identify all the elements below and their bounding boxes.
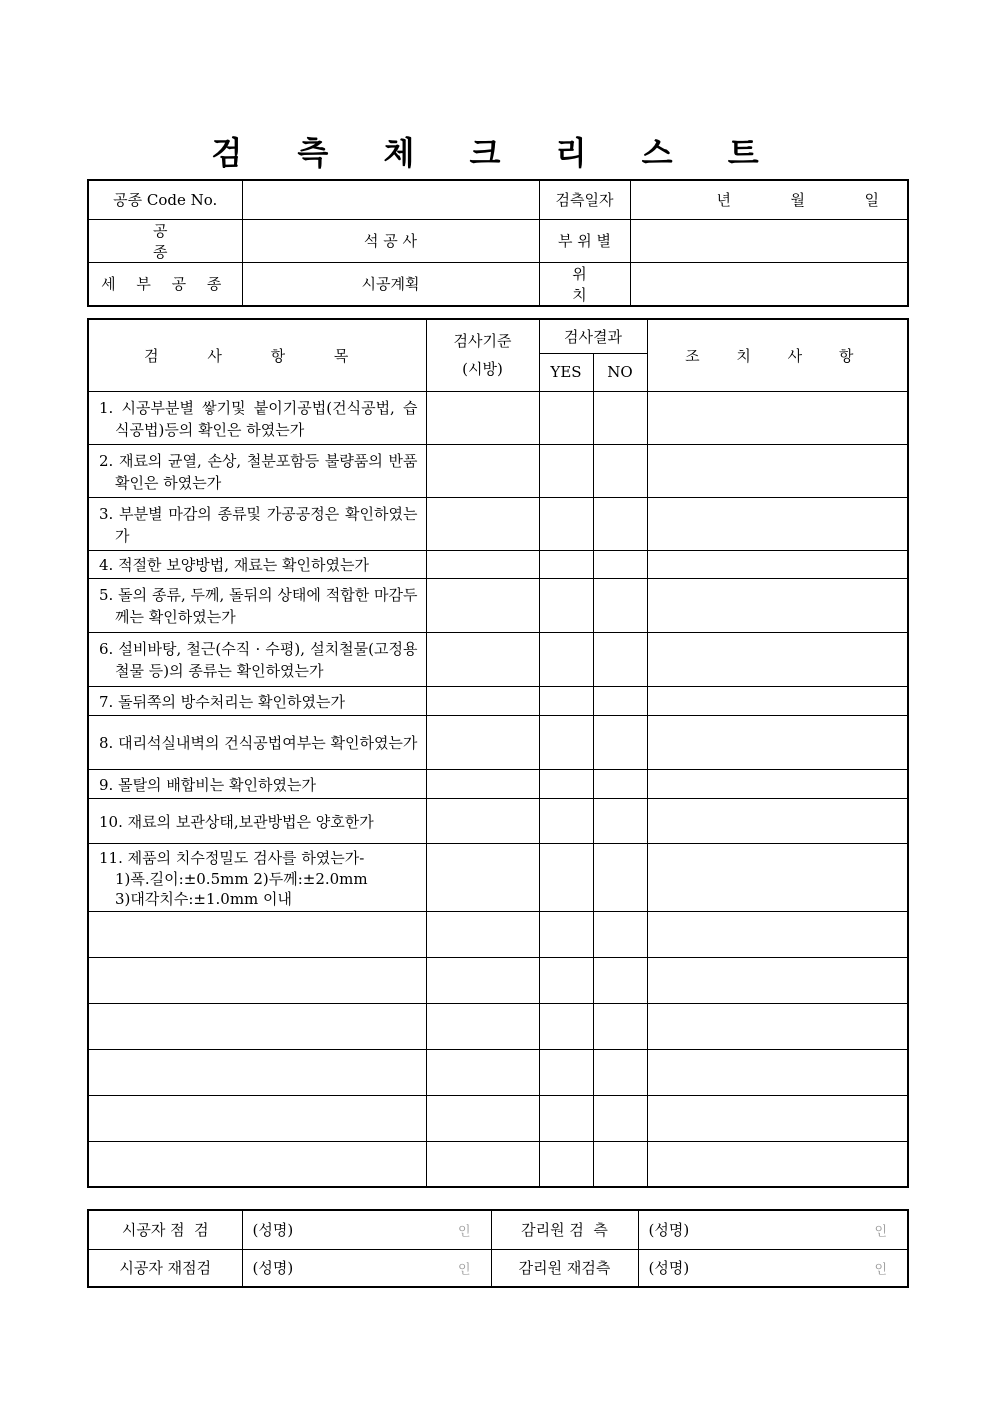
checklist-row bbox=[88, 497, 908, 550]
checklist-row bbox=[88, 391, 908, 444]
seal-icon: 인 bbox=[457, 1224, 471, 1240]
no-cell[interactable] bbox=[593, 497, 647, 550]
checklist-item bbox=[88, 911, 426, 957]
no-cell[interactable] bbox=[593, 686, 647, 715]
info-table bbox=[87, 179, 909, 307]
checklist-row bbox=[88, 715, 908, 769]
date-label: 검측일자 bbox=[539, 180, 630, 219]
no-cell[interactable] bbox=[593, 1049, 647, 1095]
checklist-row bbox=[88, 1049, 908, 1095]
detail-value[interactable]: 시공계획 bbox=[242, 262, 539, 306]
checklist-item bbox=[88, 1141, 426, 1187]
supervisor-recheck-signature[interactable] bbox=[638, 1249, 908, 1287]
no-cell[interactable] bbox=[593, 911, 647, 957]
yes-cell[interactable] bbox=[539, 391, 593, 444]
contractor-check-label: 시공자 점 검 bbox=[88, 1210, 242, 1249]
checklist-row bbox=[88, 957, 908, 1003]
yes-cell[interactable] bbox=[539, 632, 593, 686]
yes-cell[interactable] bbox=[539, 911, 593, 957]
action-cell[interactable] bbox=[647, 843, 908, 911]
checklist-table bbox=[87, 318, 909, 1188]
checklist-item-text: 3. 부분별 마감의 종류및 가공공정은 확인하였는가 bbox=[99, 504, 418, 545]
checklist-item-text: 5. 돌의 종류, 두께, 돌뒤의 상태에 적합한 마감두께는 확인하였는가 bbox=[99, 586, 418, 626]
work-label: 공 종 bbox=[88, 219, 242, 262]
action-cell[interactable] bbox=[647, 715, 908, 769]
part-field[interactable] bbox=[630, 219, 908, 262]
checklist-item-text: 2. 재료의 균열, 손상, 철분포함등 불량품의 반품 확인은 하였는가 bbox=[99, 451, 418, 492]
standard-cell[interactable] bbox=[426, 1003, 539, 1049]
action-cell[interactable] bbox=[647, 1095, 908, 1141]
no-cell[interactable] bbox=[593, 444, 647, 497]
no-cell[interactable] bbox=[593, 550, 647, 578]
action-cell[interactable] bbox=[647, 391, 908, 444]
checklist-item-text: 9. 몰탈의 배합비는 확인하였는가 bbox=[99, 775, 316, 794]
checklist-item bbox=[88, 843, 426, 911]
work-value[interactable]: 석 공 사 bbox=[242, 219, 539, 262]
no-cell[interactable] bbox=[593, 715, 647, 769]
checklist-row bbox=[88, 686, 908, 715]
checklist-row bbox=[88, 1003, 908, 1049]
yes-cell[interactable] bbox=[539, 1095, 593, 1141]
checklist-item-text: 6. 설비바탕, 철근(수직 · 수평), 설치철물(고정용철물 등)의 종류는 확인하였는가 bbox=[99, 640, 418, 680]
day-label: 일 bbox=[864, 191, 879, 210]
action-cell[interactable] bbox=[647, 497, 908, 550]
checklist-row bbox=[88, 911, 908, 957]
checklist-item bbox=[88, 715, 426, 769]
standard-cell[interactable] bbox=[426, 444, 539, 497]
no-cell[interactable] bbox=[593, 1095, 647, 1141]
checklist-item-text: 11. 제품의 치수정밀도 검사를 하였는가- bbox=[99, 849, 365, 867]
no-cell[interactable] bbox=[593, 1003, 647, 1049]
checklist-item-text: 1. 시공부분별 쌓기및 붙이기공법(건식공법, 습식공법)등의 확인은 하였는가 bbox=[99, 398, 418, 439]
checklist-item-text: 4. 적절한 보양방법, 재료는 확인하였는가 bbox=[99, 556, 369, 574]
date-field[interactable] bbox=[630, 180, 908, 219]
header-item: 검 사 항 목 bbox=[88, 319, 426, 391]
supervisor-check-label: 감리원 검 측 bbox=[491, 1210, 638, 1249]
standard-cell[interactable] bbox=[426, 957, 539, 1003]
standard-cell[interactable] bbox=[426, 497, 539, 550]
action-cell[interactable] bbox=[647, 769, 908, 798]
checklist-item bbox=[88, 1095, 426, 1141]
standard-cell[interactable] bbox=[426, 632, 539, 686]
checklist-item bbox=[88, 444, 426, 497]
checklist-item bbox=[88, 497, 426, 550]
header-standard-sub: (시방) bbox=[462, 360, 503, 379]
no-cell[interactable] bbox=[593, 1141, 647, 1187]
checklist-row bbox=[88, 769, 908, 798]
detail-label: 세 부 공 종 bbox=[88, 262, 242, 306]
no-cell[interactable] bbox=[593, 843, 647, 911]
checklist-item-text: 7. 돌뒤쪽의 방수처리는 확인하였는가 bbox=[99, 692, 345, 711]
seal-icon: 인 bbox=[457, 1262, 471, 1278]
checklist-item-text: 8. 대리석실내벽의 건식공법여부는 확인하였는가 bbox=[99, 734, 418, 752]
signature-table bbox=[87, 1209, 909, 1288]
yes-cell[interactable] bbox=[539, 444, 593, 497]
yes-cell[interactable] bbox=[539, 1141, 593, 1187]
standard-cell[interactable] bbox=[426, 578, 539, 632]
standard-cell[interactable] bbox=[426, 686, 539, 715]
yes-cell[interactable] bbox=[539, 769, 593, 798]
action-cell[interactable] bbox=[647, 578, 908, 632]
header-standard-label: 검사기준 bbox=[453, 332, 512, 351]
contractor-recheck-signature[interactable] bbox=[242, 1249, 491, 1287]
checklist-item bbox=[88, 686, 426, 715]
checklist-row bbox=[88, 1095, 908, 1141]
seal-icon: 인 bbox=[874, 1224, 887, 1240]
item11-sub1: 1)폭.길이:±0.5mm 2)두께:±2.0mm bbox=[115, 870, 368, 888]
location-field[interactable] bbox=[630, 262, 908, 306]
checklist-row bbox=[88, 444, 908, 497]
part-label: 부 위 별 bbox=[539, 219, 630, 262]
checklist-row bbox=[88, 798, 908, 843]
checklist-item bbox=[88, 957, 426, 1003]
checklist-row bbox=[88, 550, 908, 578]
supervisor-check-signature[interactable] bbox=[638, 1210, 908, 1249]
yes-cell[interactable] bbox=[539, 578, 593, 632]
checklist-item bbox=[88, 550, 426, 578]
seal-icon: 인 bbox=[874, 1262, 887, 1278]
action-cell[interactable] bbox=[647, 686, 908, 715]
yes-cell[interactable] bbox=[539, 798, 593, 843]
yes-cell[interactable] bbox=[539, 957, 593, 1003]
contractor-check-signature[interactable] bbox=[242, 1210, 491, 1249]
no-cell[interactable] bbox=[593, 769, 647, 798]
checklist-item bbox=[88, 798, 426, 843]
no-cell[interactable] bbox=[593, 798, 647, 843]
standard-cell[interactable] bbox=[426, 1095, 539, 1141]
standard-cell[interactable] bbox=[426, 1141, 539, 1187]
action-cell[interactable] bbox=[647, 911, 908, 957]
checklist-item bbox=[88, 1049, 426, 1095]
checklist-row bbox=[88, 578, 908, 632]
checklist-item bbox=[88, 578, 426, 632]
standard-cell[interactable] bbox=[426, 843, 539, 911]
code-field[interactable] bbox=[242, 180, 539, 219]
action-cell[interactable] bbox=[647, 1141, 908, 1187]
no-cell[interactable] bbox=[593, 957, 647, 1003]
contractor-recheck-label: 시공자 재점검 bbox=[88, 1249, 242, 1287]
yes-cell[interactable] bbox=[539, 1049, 593, 1095]
name-placeholder: (성명) bbox=[252, 1259, 294, 1278]
action-cell[interactable] bbox=[647, 957, 908, 1003]
supervisor-recheck-label: 감리원 재검측 bbox=[491, 1249, 638, 1287]
header-standard bbox=[426, 319, 539, 391]
checklist-row bbox=[88, 1141, 908, 1187]
checklist-item bbox=[88, 1003, 426, 1049]
action-cell[interactable] bbox=[647, 632, 908, 686]
action-cell[interactable] bbox=[647, 444, 908, 497]
yes-cell[interactable] bbox=[539, 843, 593, 911]
action-cell[interactable] bbox=[647, 550, 908, 578]
checklist-item bbox=[88, 769, 426, 798]
yes-cell[interactable] bbox=[539, 550, 593, 578]
item11-sub2: 3)대각치수:±1.0mm 이내 bbox=[115, 890, 293, 908]
yes-cell[interactable] bbox=[539, 497, 593, 550]
no-cell[interactable] bbox=[593, 578, 647, 632]
standard-cell[interactable] bbox=[426, 769, 539, 798]
code-label: 공종 Code No. bbox=[88, 180, 242, 219]
month-label: 월 bbox=[790, 191, 805, 210]
action-cell[interactable] bbox=[647, 1049, 908, 1095]
standard-cell[interactable] bbox=[426, 798, 539, 843]
name-placeholder: (성명) bbox=[648, 1259, 690, 1278]
checklist-row bbox=[88, 843, 908, 911]
name-placeholder: (성명) bbox=[252, 1221, 294, 1240]
header-no: NO bbox=[593, 353, 647, 391]
header-result: 검사결과 bbox=[539, 319, 647, 353]
standard-cell[interactable] bbox=[426, 715, 539, 769]
header-yes: YES bbox=[539, 353, 593, 391]
checklist-item bbox=[88, 391, 426, 444]
standard-cell[interactable] bbox=[426, 550, 539, 578]
year-label: 년 bbox=[716, 191, 731, 210]
no-cell[interactable] bbox=[593, 632, 647, 686]
yes-cell[interactable] bbox=[539, 1003, 593, 1049]
header-action: 조 치 사 항 bbox=[647, 319, 908, 391]
checklist-row bbox=[88, 632, 908, 686]
standard-cell[interactable] bbox=[426, 391, 539, 444]
standard-cell[interactable] bbox=[426, 911, 539, 957]
no-cell[interactable] bbox=[593, 391, 647, 444]
checklist-item bbox=[88, 632, 426, 686]
standard-cell[interactable] bbox=[426, 1049, 539, 1095]
yes-cell[interactable] bbox=[539, 686, 593, 715]
action-cell[interactable] bbox=[647, 1003, 908, 1049]
checklist-item-text: 10. 재료의 보관상태,보관방법은 양호한가 bbox=[99, 812, 374, 831]
name-placeholder: (성명) bbox=[648, 1221, 690, 1240]
yes-cell[interactable] bbox=[539, 715, 593, 769]
page-title: 검 측 체 크 리 스 트 bbox=[211, 134, 781, 172]
location-label: 위 치 bbox=[539, 262, 630, 306]
action-cell[interactable] bbox=[647, 798, 908, 843]
